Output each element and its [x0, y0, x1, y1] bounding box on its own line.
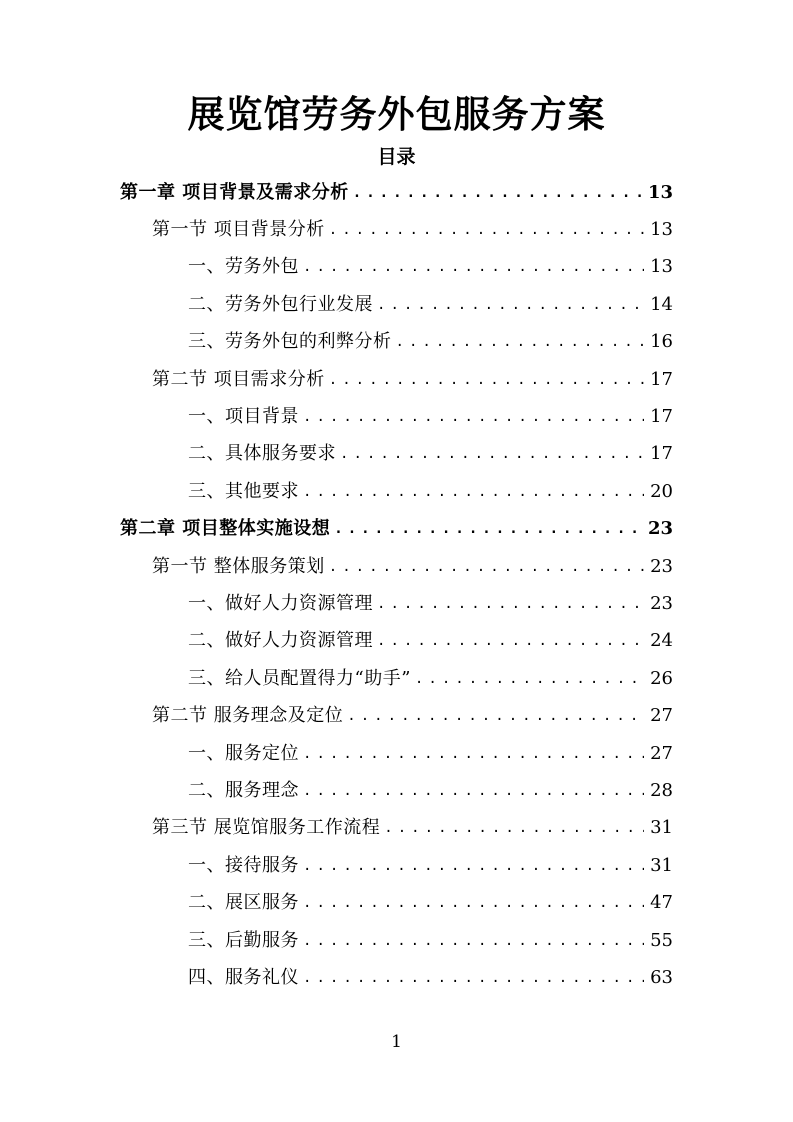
toc-dot-leader — [377, 629, 644, 653]
toc-entry-subsection[interactable] — [0, 772, 793, 809]
toc-entry-label: 三、后勤服务 — [188, 929, 299, 951]
toc-entry-subsection[interactable] — [0, 623, 793, 660]
toc-entry-page: 28 — [650, 779, 673, 801]
toc-entry-label: 三、其他要求 — [188, 480, 299, 502]
document-title: 展览馆劳务外包服务方案 — [187, 92, 606, 136]
toc-dot-leader — [340, 442, 644, 466]
toc-dot-leader — [377, 592, 644, 616]
toc-entry-label: 一、项目背景 — [188, 406, 299, 428]
toc-entry-label: 第二章 项目整体实施设想 — [120, 518, 331, 540]
toc-entry-page: 17 — [650, 368, 673, 390]
toc-dot-leader — [377, 293, 644, 317]
toc-entry-label: 二、展区服务 — [188, 892, 299, 914]
toc-entry-section[interactable] — [0, 697, 793, 734]
toc-entry-subsection[interactable] — [0, 324, 793, 361]
toc-dot-leader — [396, 330, 645, 354]
toc-entry-label: 二、劳务外包行业发展 — [188, 293, 373, 315]
toc-entry-page: 14 — [650, 293, 673, 315]
toc-entry-label: 第二节 项目需求分析 — [152, 368, 325, 390]
toc-entry-subsection[interactable] — [0, 473, 793, 510]
toc-entry-chapter[interactable] — [0, 511, 793, 548]
toc-entry-page: 26 — [650, 667, 673, 689]
toc-entry-subsection[interactable] — [0, 660, 793, 697]
toc-entry-label: 二、做好人力资源管理 — [188, 630, 373, 652]
toc-dot-leader — [303, 966, 644, 990]
toc-entry-page: 13 — [650, 256, 673, 278]
toc-dot-leader — [329, 368, 644, 392]
toc-dot-leader — [303, 929, 644, 953]
page-number: 1 — [391, 1032, 402, 1052]
toc-dot-leader — [334, 517, 642, 541]
toc-entry-subsection[interactable] — [0, 286, 793, 323]
toc-entry-subsection[interactable] — [0, 249, 793, 286]
table-of-contents — [0, 174, 793, 997]
toc-entry-page: 24 — [650, 630, 673, 652]
toc-entry-label: 第一节 整体服务策划 — [152, 555, 325, 577]
toc-entry-label: 四、服务礼仪 — [188, 966, 299, 988]
toc-entry-page: 23 — [650, 555, 673, 577]
toc-entry-subsection[interactable] — [0, 585, 793, 622]
toc-entry-label: 三、劳务外包的利弊分析 — [188, 331, 392, 353]
toc-entry-page: 13 — [647, 181, 673, 203]
toc-entry-subsection[interactable] — [0, 959, 793, 996]
toc-entry-subsection[interactable] — [0, 735, 793, 772]
toc-entry-label: 第三节 展览馆服务工作流程 — [152, 817, 381, 839]
toc-dot-leader — [303, 779, 644, 803]
toc-entry-section[interactable] — [0, 810, 793, 847]
toc-dot-leader — [353, 181, 642, 205]
toc-entry-chapter[interactable] — [0, 174, 793, 211]
toc-entry-label: 二、具体服务要求 — [188, 443, 336, 465]
toc-entry-label: 二、服务理念 — [188, 779, 299, 801]
toc-entry-label: 一、做好人力资源管理 — [188, 592, 373, 614]
toc-entry-page: 20 — [650, 480, 673, 502]
toc-dot-leader — [303, 854, 644, 878]
toc-entry-page: 23 — [650, 592, 673, 614]
toc-entry-page: 17 — [650, 406, 673, 428]
toc-dot-leader — [329, 555, 644, 579]
toc-dot-leader — [347, 704, 644, 728]
toc-entry-label: 三、给人员配置得力“助手” — [188, 667, 411, 689]
toc-dot-leader — [303, 255, 644, 279]
toc-entry-subsection[interactable] — [0, 884, 793, 921]
toc-entry-section[interactable] — [0, 361, 793, 398]
toc-entry-label: 一、服务定位 — [188, 742, 299, 764]
toc-entry-subsection[interactable] — [0, 847, 793, 884]
toc-entry-label: 第一节 项目背景分析 — [152, 219, 325, 241]
toc-entry-page: 13 — [650, 219, 673, 241]
toc-entry-section[interactable] — [0, 211, 793, 248]
toc-entry-section[interactable] — [0, 548, 793, 585]
toc-entry-page: 17 — [650, 443, 673, 465]
toc-entry-label: 第一章 项目背景及需求分析 — [120, 181, 349, 203]
toc-dot-leader — [329, 218, 644, 242]
toc-entry-label: 第二节 服务理念及定位 — [152, 705, 344, 727]
toc-entry-page: 16 — [650, 331, 673, 353]
toc-entry-page: 27 — [650, 742, 673, 764]
toc-dot-leader — [415, 667, 644, 691]
toc-entry-page: 23 — [647, 518, 673, 540]
toc-dot-leader — [303, 480, 644, 504]
toc-entry-page: 55 — [650, 929, 673, 951]
toc-entry-label: 一、劳务外包 — [188, 256, 299, 278]
toc-dot-leader — [303, 891, 644, 915]
toc-entry-subsection[interactable] — [0, 398, 793, 435]
toc-dot-leader — [303, 742, 644, 766]
toc-entry-subsection[interactable] — [0, 922, 793, 959]
toc-entry-page: 31 — [650, 817, 673, 839]
toc-heading: 目录 — [377, 146, 416, 168]
toc-entry-page: 31 — [650, 854, 673, 876]
toc-entry-page: 47 — [650, 892, 673, 914]
toc-entry-page: 27 — [650, 705, 673, 727]
toc-entry-label: 一、接待服务 — [188, 854, 299, 876]
toc-entry-page: 63 — [650, 966, 673, 988]
toc-dot-leader — [303, 405, 644, 429]
toc-dot-leader — [384, 816, 644, 840]
toc-entry-subsection[interactable] — [0, 436, 793, 473]
